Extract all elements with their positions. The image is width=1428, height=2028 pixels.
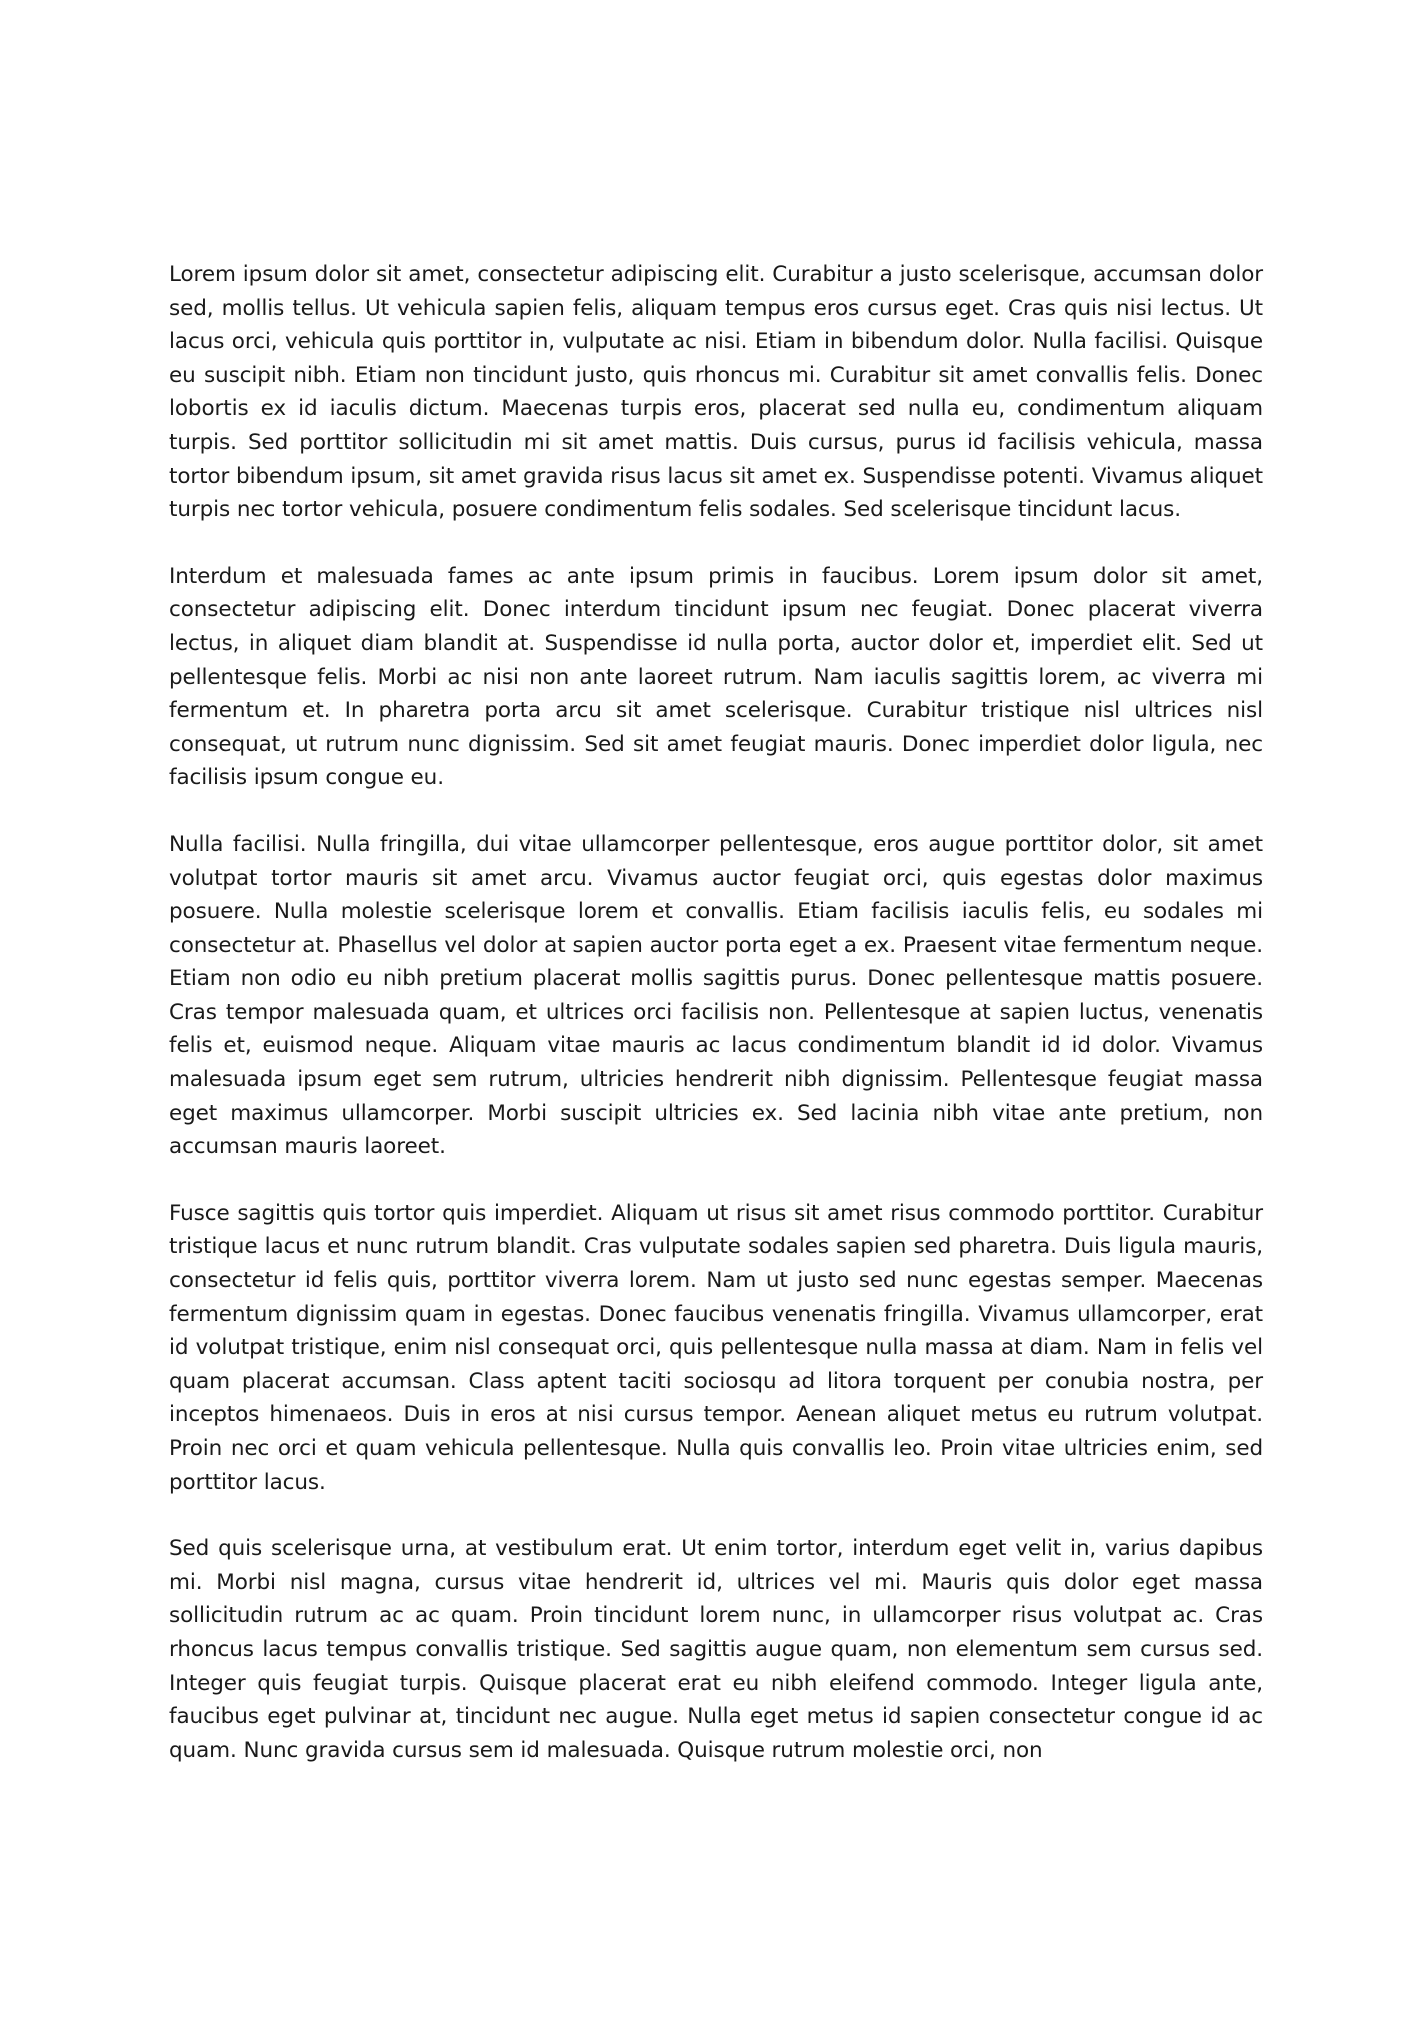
paragraph-3: Nulla facilisi. Nulla fringilla, dui vitae ullamcorper pellentesque, eros augue porttitor dolor, sit amet volutpat tortor mauris sit amet arcu. Vivamus auctor feugiat orci, quis egestas dolor maximus posuere. Nulla molestie scelerisque lorem et convallis. Etiam facilisis iaculis felis, eu sodales mi consectetur at. Phasellus vel dolor at sapien auctor porta eget a ex. Praesent vitae fermentum neque. Etiam non odio eu nibh pretium placerat mollis sagittis purus. Donec pellentesque mattis posuere. Cras tempor malesuada quam, et ultrices orci facilisis non. Pellentesque at sapien luctus, venenatis felis et, euismod neque. Aliquam vitae mauris ac lacus condimentum blandit id id dolor. Vivamus malesuada ipsum eget sem rutrum, ultricies hendrerit nibh dignissim. Pellentesque feugiat massa eget maximus ullamcorper. Morbi suscipit ultricies ex. Sed lacinia nibh vitae ante pretium, non accumsan mauris laoreet. [169,831,1263,1160]
paragraph-4: Fusce sagittis quis tortor quis imperdiet. Aliquam ut risus sit amet risus commodo porttitor. Curabitur tristique lacus et nunc rutrum blandit. Cras vulputate sodales sapien sed pharetra. Duis ligula mauris, consectetur id felis quis, porttitor viverra lorem. Nam ut justo sed nunc egestas semper. Maecenas fermentum dignissim quam in egestas. Donec faucibus venenatis fringilla. Vivamus ullamcorper, erat id volutpat tristique, enim nisl consequat orci, quis pellentesque nulla massa at diam. Nam in felis vel quam placerat accumsan. Class aptent taciti sociosqu ad litora torquent per conubia nostra, per inceptos himenaeos. Duis in eros at nisi cursus tempor. Aenean aliquet metus eu rutrum volutpat. Proin nec orci et quam vehicula pellentesque. Nulla quis convallis leo. Proin vitae ultricies enim, sed porttitor lacus. [169,1200,1263,1495]
document-body [169,258,1263,1767]
paragraph-2: Interdum et malesuada fames ac ante ipsum primis in faucibus. Lorem ipsum dolor sit amet, consectetur adipiscing elit. Donec interdum tincidunt ipsum nec feugiat. Donec placerat viverra lectus, in aliquet diam blandit at. Suspendisse id nulla porta, auctor dolor et, imperdiet elit. Sed ut pellentesque felis. Morbi ac nisi non ante laoreet rutrum. Nam iaculis sagittis lorem, ac viverra mi fermentum et. In pharetra porta arcu sit amet scelerisque. Curabitur tristique nisl ultrices nisl consequat, ut rutrum nunc dignissim. Sed sit amet feugiat mauris. Donec imperdiet dolor ligula, nec facilisis ipsum congue eu. [169,563,1263,791]
paragraph-5: Sed quis scelerisque urna, at vestibulum erat. Ut enim tortor, interdum eget velit in, varius dapibus mi. Morbi nisl magna, cursus vitae hendrerit id, ultrices vel mi. Mauris quis dolor eget massa sollicitudin rutrum ac ac quam. Proin tincidunt lorem nunc, in ullamcorper risus volutpat ac. Cras rhoncus lacus tempus convallis tristique. Sed sagittis augue quam, non elementum sem cursus sed. Integer quis feugiat turpis. Quisque placerat erat eu nibh eleifend commodo. Integer ligula ante, faucibus eget pulvinar at, tincidunt nec augue. Nulla eget metus id sapien consectetur congue id ac quam. Nunc gravida cursus sem id malesuada. Quisque rutrum molestie orci, non [169,1536,1263,1763]
paragraph-1: Lorem ipsum dolor sit amet, consectetur adipiscing elit. Curabitur a justo scelerisque, accumsan dolor sed, mollis tellus. Ut vehicula sapien felis, aliquam tempus eros cursus eget. Cras quis nisi lectus. Ut lacus orci, vehicula quis porttitor in, vulputate ac nisi. Etiam in bibendum dolor. Nulla facilisi. Quisque eu suscipit nibh. Etiam non tincidunt justo, quis rhoncus mi. Curabitur sit amet convallis felis. Donec lobortis ex id iaculis dictum. Maecenas turpis eros, placerat sed nulla eu, condimentum aliquam turpis. Sed porttitor sollicitudin mi sit amet mattis. Duis cursus, purus id facilisis vehicula, massa tortor bibendum ipsum, sit amet gravida risus lacus sit amet ex. Suspendisse potenti. Vivamus aliquet turpis nec tortor vehicula, posuere condimentum felis sodales. Sed scelerisque tincidunt lacus. [169,262,1263,523]
